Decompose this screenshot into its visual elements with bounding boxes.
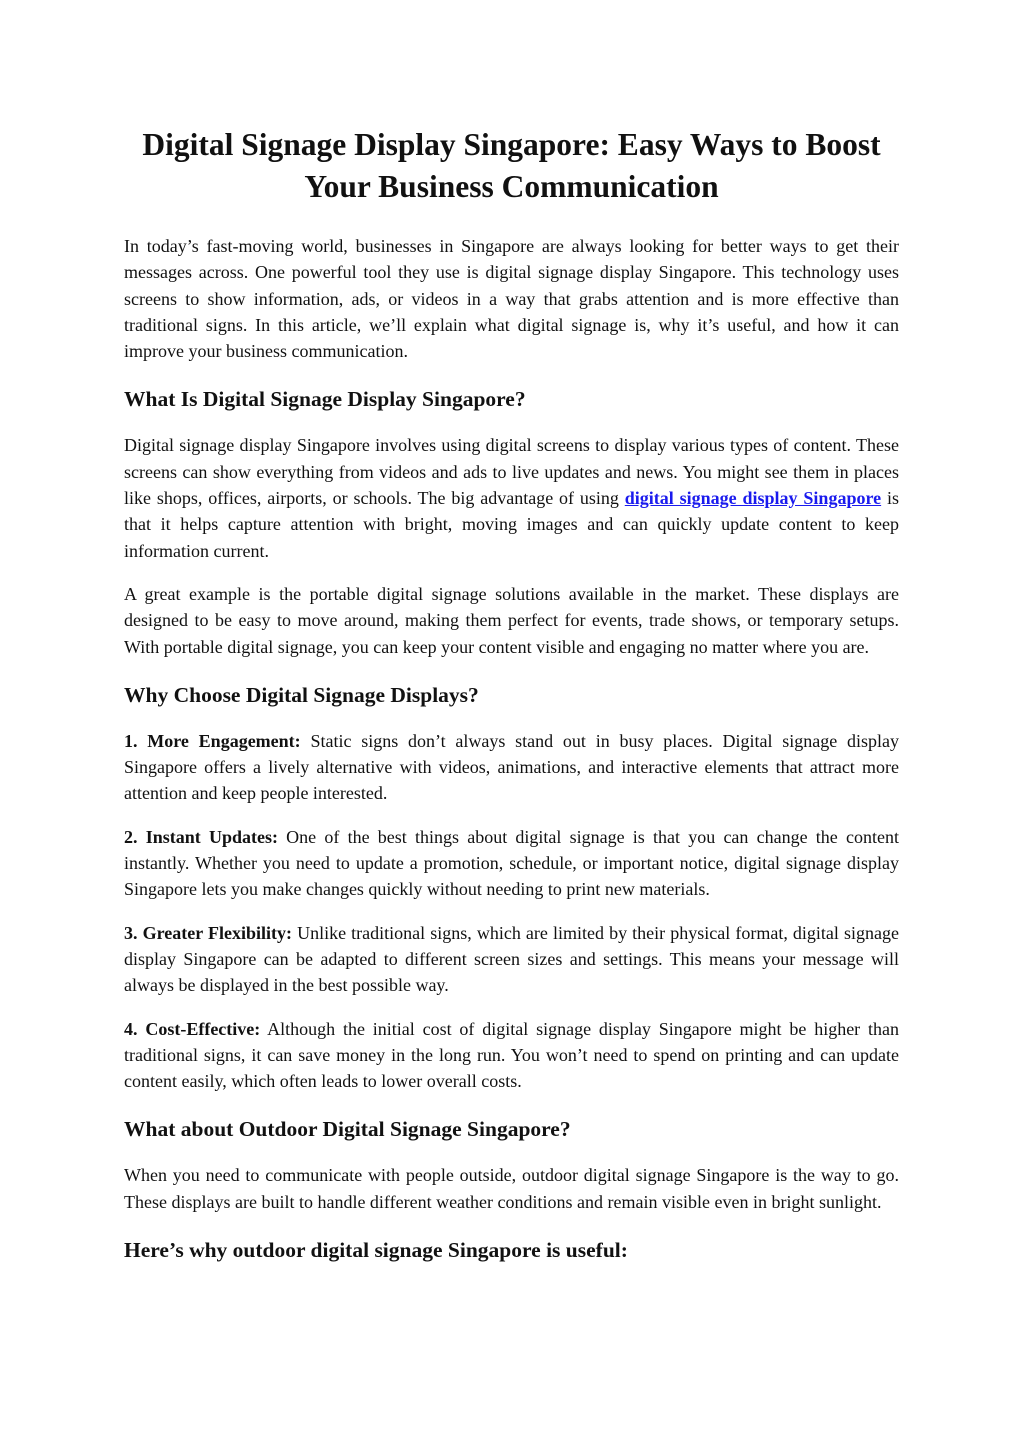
title-line-2: Your Business Communication	[304, 169, 719, 204]
title-line-1: Digital Signage Display Singapore: Easy Ways to Boost	[142, 127, 881, 162]
section-heading-why-choose: Why Choose Digital Signage Displays?	[124, 682, 479, 707]
benefit-label: 4. Cost-Effective:	[124, 1018, 261, 1039]
benefit-text: One of the best things about digital signage is that you can change the content instantly. Whether you need to update a promotion, schedule, or important notice, digital signage display Singapore lets you make changes quickly without needing to print new materials.	[124, 826, 899, 900]
benefit-text: Static signs don’t always stand out in busy places. Digital signage display Singapore offers a lively alternative with videos, animations, and interactive elements that attract more attention and keep people interested.	[124, 730, 899, 804]
benefit-item-updates	[124, 824, 899, 903]
benefit-item-flexibility	[124, 920, 899, 999]
document-page	[124, 124, 899, 1264]
benefit-label: 2. Instant Updates:	[124, 826, 278, 847]
benefit-label: 3. Greater Flexibility:	[124, 922, 292, 943]
intro-paragraph: In today’s fast-moving world, businesses in Singapore are always looking for better ways to get their messages across. One powerful tool they use is digital signage display Singapore. This technology uses screens to show information, ads, or videos in a way that grabs attention and is more effective than traditional signs. In this article, we’ll explain what digital signage is, why it’s useful, and how it can improve your business communication.	[124, 236, 899, 362]
benefit-item-cost	[124, 1016, 899, 1095]
document-title	[124, 124, 899, 208]
section-heading-outdoor: What about Outdoor Digital Signage Singapore?	[124, 1117, 571, 1142]
section-heading-outdoor-useful: Here’s why outdoor digital signage Singapore is useful:	[124, 1238, 628, 1263]
what-is-paragraph-2: A great example is the portable digital signage solutions available in the market. These displays are designed to be easy to move around, making them perfect for events, trade shows, or temporary setups. With portable digital signage, you can keep your content visible and engaging no matter where you are.	[124, 583, 899, 657]
benefit-item-engagement	[124, 728, 899, 807]
digital-signage-link[interactable]: digital signage display Singapore	[624, 488, 882, 509]
paragraph-text: is that it helps capture attention with bright, moving images and can quickly update content to keep information current.	[124, 488, 899, 561]
benefit-label: 1. More Engagement:	[124, 730, 301, 751]
what-is-paragraph-1	[124, 432, 899, 563]
paragraph-text: Digital signage display Singapore involves using digital screens to display various types of content. These screens can show everything from videos and ads to live updates and news. You might see them in places like shops, offices, airports, or schools. The big advantage of using	[124, 435, 899, 509]
outdoor-paragraph: When you need to communicate with people outside, outdoor digital signage Singapore is the way to go. These displays are built to handle different weather conditions and remain visible even in bright sunlight.	[124, 1165, 899, 1212]
benefit-text: Unlike traditional signs, which are limited by their physical format, digital signage display Singapore can be adapted to different screen sizes and settings. This means your message will always be displayed in the best possible way.	[124, 922, 899, 996]
section-heading-what-is: What Is Digital Signage Display Singapore?	[124, 387, 526, 412]
benefit-text: Although the initial cost of digital signage display Singapore might be higher than traditional signs, it can save money in the long run. You won’t need to spend on printing and can update content easily, which often leads to lower overall costs.	[124, 1018, 899, 1092]
